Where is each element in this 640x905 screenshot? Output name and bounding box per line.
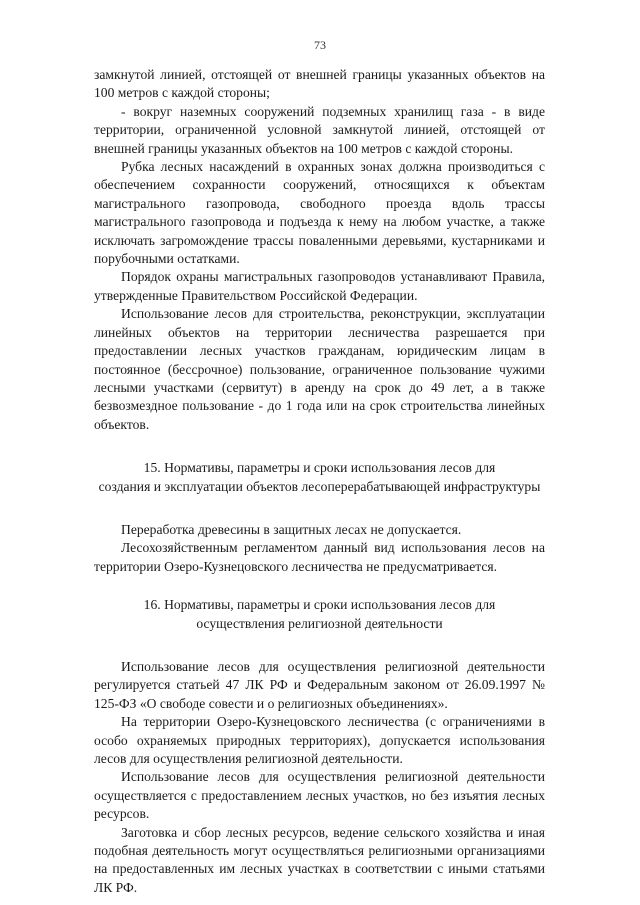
section-heading-line: создания и эксплуатации объектов лесоперерабатывающей инфраструктуры: [98, 478, 541, 494]
paragraph: Переработка древесины в защитных лесах не допускается.: [121, 521, 462, 537]
section-heading-line: осуществления религиозной деятельности: [196, 615, 443, 631]
section-heading-line: 16. Нормативы, параметры и сроки использования лесов для: [143, 597, 496, 613]
paragraph: Заготовка и сбор лесных ресурсов, ведение сельского хозяйства и иная подобная деятельность могут осуществляться религиозными организациями на предоставленных им лесных участках в соответствии с иными статьями ЛК РФ.: [94, 824, 545, 895]
section-15-body: [94, 521, 545, 576]
paragraph: Использование лесов для строительства, реконструкции, эксплуатации линейных объектов на территории лесничества разрешается при предоставлении лесных участков гражданам, юридическим лицам в постоянное (бессрочное) пользование, ограниченное пользование чужими лесными участками (сервитут) в аренду на срок до 49 лет, а в также безвозмездное пользование - до 1 года или на срок строительства линейных объектов.: [94, 306, 545, 432]
paragraph: Лесохозяйственным регламентом данный вид использования лесов на территории Озеро-Кузнецовского лесничества не предусматривается.: [94, 540, 545, 574]
paragraph: На территории Озеро-Кузнецовского лесничества (с ограничениями в особо охраняемых природных территориях), допускается использования лесов для осуществления религиозной деятельности.: [94, 714, 545, 766]
page-number: 73: [314, 38, 326, 52]
section-heading-line: 15. Нормативы, параметры и сроки использования лесов для: [143, 460, 496, 476]
paragraph: - вокруг наземных сооружений подземных хранилищ газа - в виде территории, ограниченной условной замкнутой линией, отстоящей от внешней границы указанных объектов на 100 метров с каждой стороны.: [94, 103, 545, 156]
document-body: [94, 66, 545, 897]
paragraph: Использование лесов для осуществления религиозной деятельности осуществляется с предоставлением лесных участков, но без изъятия лесных ресурсов.: [94, 769, 545, 822]
paragraph: замкнутой линией, отстоящей от внешней границы указанных объектов на 100 метров с каждой стороны;: [94, 67, 545, 101]
section-16-body: [94, 658, 545, 897]
paragraph: Порядок охраны магистральных газопроводов устанавливают Правила, утвержденные Правительством Российской Федерации.: [94, 269, 545, 303]
section-16-heading: [94, 596, 545, 633]
paragraph: Использование лесов для осуществления религиозной деятельности регулируется статьей 47 ЛК РФ и Федеральным законом от 26.09.1997 № 125-ФЗ «О свободе совести и о религиозных объединениях».: [94, 658, 545, 711]
paragraph: Рубка лесных насаждений в охранных зонах должна производиться с обеспечением сохранности сооружений, относящихся к объектам магистрального газопровода, свободного проезда вдоль трассы магистрального газопровода и подъезда к нему на любом участке, а также исключать загромождение трассы поваленными деревьями, кустарниками и порубочными остатками.: [94, 159, 545, 267]
section-15-heading: [94, 459, 545, 496]
